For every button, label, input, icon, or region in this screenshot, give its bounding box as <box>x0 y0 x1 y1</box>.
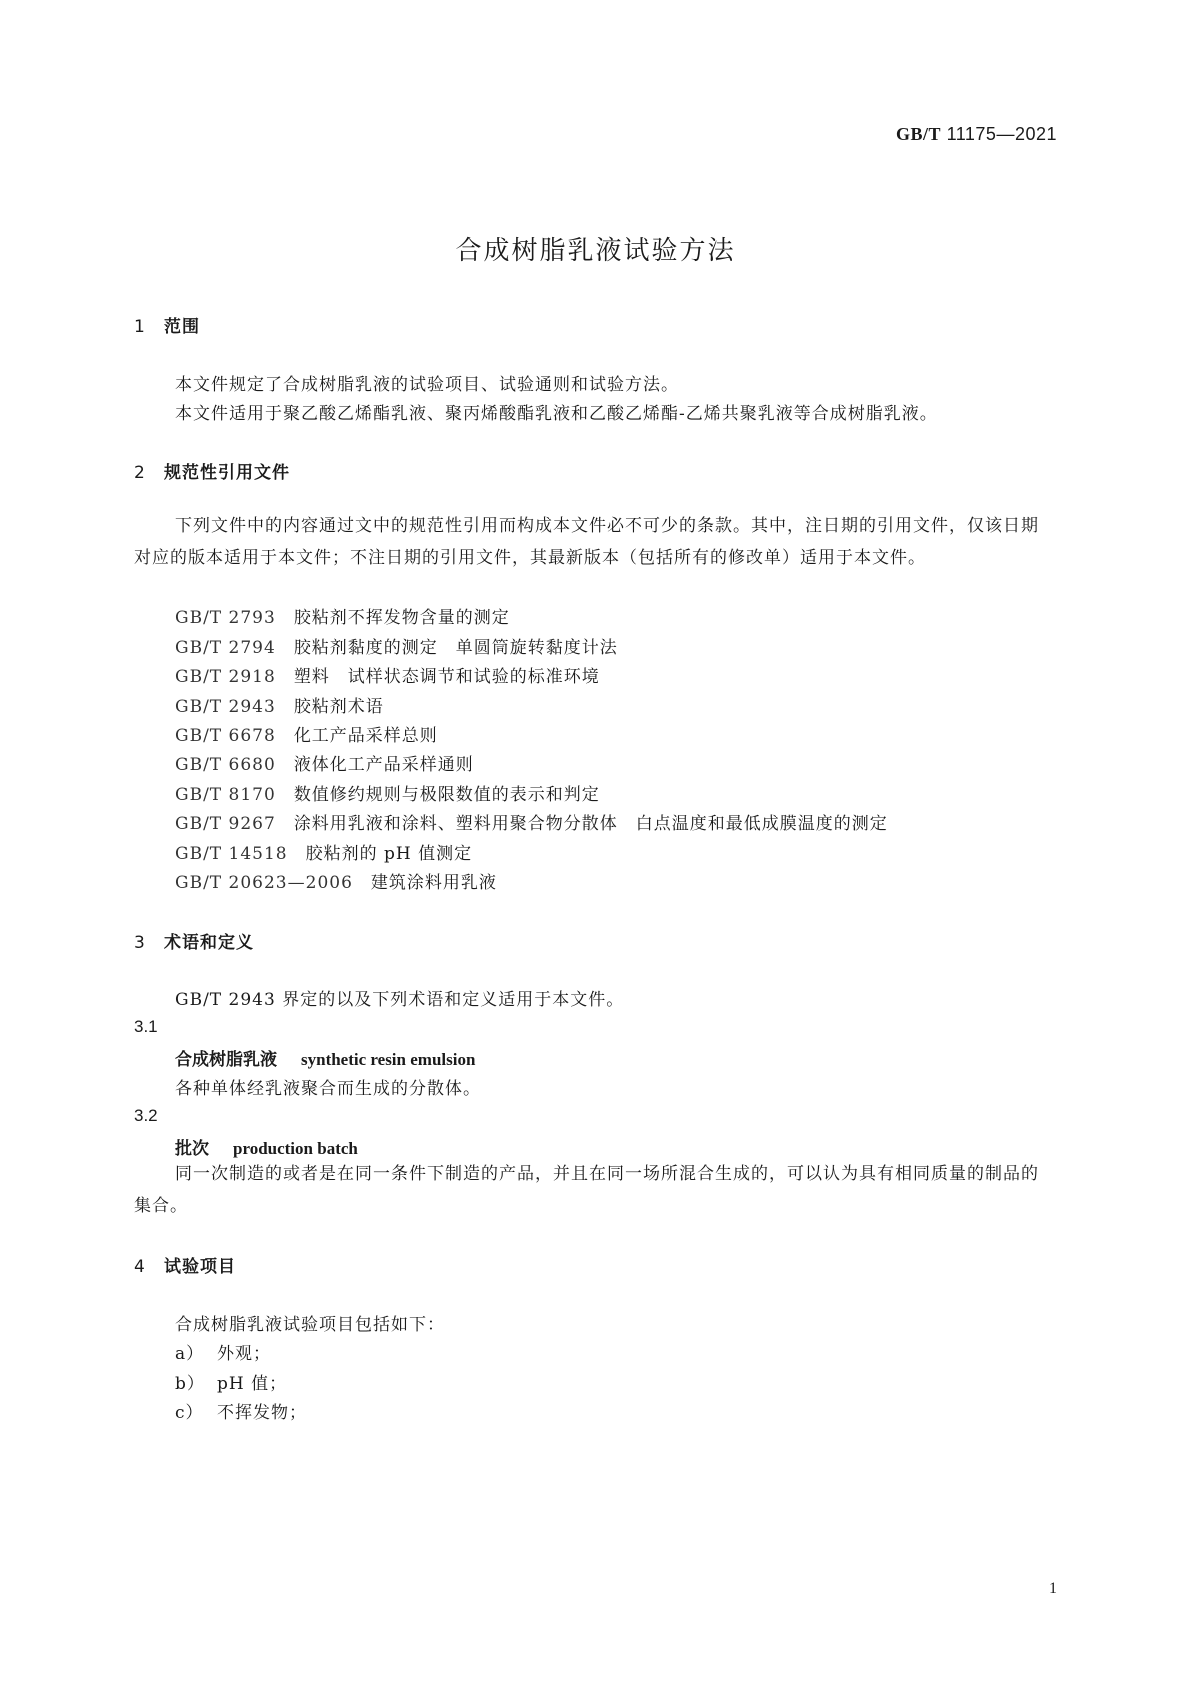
reference-title: 胶粘剂术语 <box>293 697 384 717</box>
reference-title: 胶粘剂的 pH 值测定 <box>305 844 473 864</box>
section-number: 1 <box>134 317 146 337</box>
term-en: production batch <box>233 1139 358 1158</box>
reference-item <box>175 662 600 687</box>
term-zh: 合成树脂乳液 <box>175 1050 277 1070</box>
section-1-paragraph-2: 本文件适用于聚乙酸乙烯酯乳液、聚丙烯酸酯乳液和乙酸乙烯酯-乙烯共聚乳液等合成树脂乳液。 <box>175 404 938 424</box>
reference-title: 塑料 试样状态调节和试验的标准环境 <box>293 667 600 687</box>
reference-item <box>175 809 888 834</box>
section-3-intro: GB/T 2943 界定的以及下列术语和定义适用于本文件。 <box>175 990 625 1010</box>
list-marker: b） <box>175 1374 205 1394</box>
list-marker: a） <box>175 1344 205 1364</box>
reference-code: GB/T 6678 <box>175 726 276 746</box>
page-number: 1 <box>1049 1580 1057 1597</box>
list-item <box>175 1369 287 1394</box>
section-2-intro: 下列文件中的内容通过文中的规范性引用而构成本文件必不可少的条款。其中，注日期的引用文件，仅该日期对应的版本适用于本文件；不注日期的引用文件，其最新版本（包括所有的修改单）适用于本文件。 <box>134 516 1039 568</box>
list-text: 不挥发物； <box>217 1403 307 1423</box>
reference-code: GB/T 2943 <box>175 697 276 717</box>
reference-title: 液体化工产品采样通则 <box>293 755 474 775</box>
reference-item <box>175 633 618 658</box>
section-4-intro: 合成树脂乳液试验项目包括如下： <box>175 1315 445 1335</box>
reference-item <box>175 780 600 805</box>
term-heading <box>175 1045 475 1070</box>
section-number: 4 <box>134 1257 146 1277</box>
reference-code: GB/T 20623—2006 <box>175 873 353 893</box>
term-number: 3.2 <box>134 1106 158 1125</box>
section-1-heading <box>134 312 200 337</box>
term-en: synthetic resin emulsion <box>301 1050 476 1069</box>
reference-code: GB/T 14518 <box>175 844 288 864</box>
term-definition: 各种单体经乳液聚合而生成的分散体。 <box>175 1079 481 1099</box>
section-title: 范围 <box>164 317 200 337</box>
section-number: 2 <box>134 463 146 483</box>
section-title: 规范性引用文件 <box>164 463 290 483</box>
list-item <box>175 1339 271 1364</box>
section-title: 术语和定义 <box>164 933 254 953</box>
term-definition: 同一次制造的或者是在同一条件下制造的产品，并且在同一场所混合生成的，可以认为具有相同质量的制品的集合。 <box>134 1164 1039 1216</box>
reference-item <box>175 868 497 893</box>
reference-code: GB/T 2793 <box>175 608 276 628</box>
standard-prefix: GB/T <box>896 124 942 144</box>
section-title: 试验项目 <box>164 1257 236 1277</box>
reference-item <box>175 603 510 628</box>
reference-title: 胶粘剂不挥发物含量的测定 <box>293 608 510 628</box>
reference-item <box>175 750 474 775</box>
reference-code: GB/T 8170 <box>175 785 276 805</box>
standard-number: 11175—2021 <box>946 124 1057 144</box>
term-number: 3.1 <box>134 1017 158 1036</box>
reference-title: 化工产品采样总则 <box>293 726 438 746</box>
section-2-heading <box>134 458 290 483</box>
list-marker: c） <box>175 1403 204 1423</box>
reference-code: GB/T 2794 <box>175 638 276 658</box>
reference-title: 涂料用乳液和涂料、塑料用聚合物分散体 白点温度和最低成膜温度的测定 <box>293 814 888 834</box>
section-4-heading <box>134 1252 236 1277</box>
term-zh: 批次 <box>175 1139 209 1159</box>
list-item <box>175 1398 307 1423</box>
list-text: pH 值； <box>217 1374 288 1394</box>
section-number: 3 <box>134 933 146 953</box>
reference-code: GB/T 2918 <box>175 667 276 687</box>
reference-code: GB/T 6680 <box>175 755 276 775</box>
list-text: 外观； <box>217 1344 271 1364</box>
document-title: 合成树脂乳液试验方法 <box>455 236 736 266</box>
section-1-paragraph-1: 本文件规定了合成树脂乳液的试验项目、试验通则和试验方法。 <box>175 375 679 395</box>
reference-title: 数值修约规则与极限数值的表示和判定 <box>293 785 600 805</box>
reference-item <box>175 692 384 717</box>
reference-item <box>175 839 472 864</box>
standard-code <box>896 124 1057 145</box>
reference-title: 胶粘剂黏度的测定 单圆筒旋转黏度计法 <box>293 638 618 658</box>
section-3-heading <box>134 928 254 953</box>
reference-code: GB/T 9267 <box>175 814 276 834</box>
reference-title: 建筑涂料用乳液 <box>370 873 497 893</box>
term-heading <box>175 1134 358 1159</box>
reference-item <box>175 721 438 746</box>
